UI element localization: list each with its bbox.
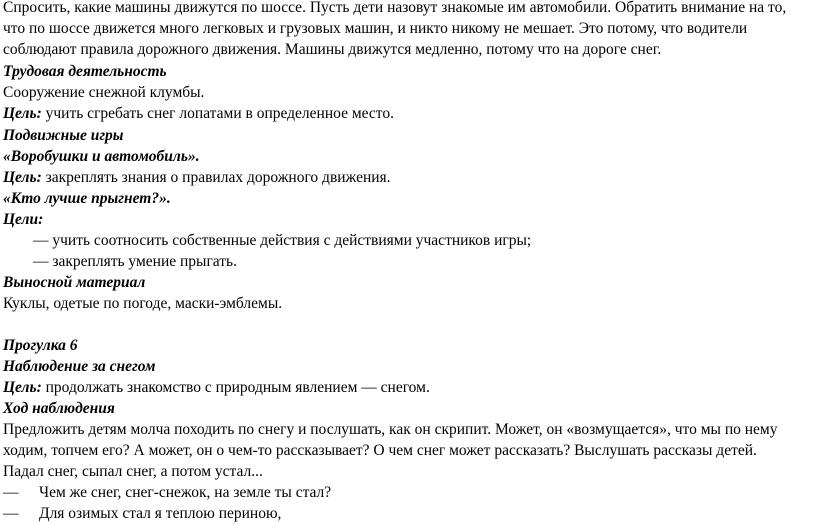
walk-title: Прогулка 6	[3, 337, 78, 354]
goal-item-1: — учить соотносить собственные действия с действиями участников игры;	[33, 232, 532, 249]
intro-line-3: соблюдают правила дорожного движения. Машины движутся медленно, потому что на дороге снег.	[3, 41, 662, 58]
game1-goal-text: закреплять знания о правилах дорожного движения.	[41, 169, 391, 186]
walk-goal	[3, 378, 430, 398]
game1-goal	[3, 168, 391, 188]
material-text: Куклы, одетые по погоде, маски-эмблемы.	[3, 295, 283, 312]
observation-heading: Наблюдение за снегом	[3, 358, 156, 375]
intro-line-2: что по шоссе движется много легковых и грузовых машин, и никто никому не мешает. Это потому, что водители	[3, 20, 748, 37]
walk-goal-text: продолжать знакомство с природным явлением — снегом.	[41, 379, 430, 396]
labor-goal-text: учить сгребать снег лопатами в определенное место.	[41, 105, 394, 122]
course-line-1: Предложить детям молча походить по снегу и послушать, как он скрипит. Может, он «возмущается», что мы по нему	[3, 421, 778, 438]
game1-goal-label: Цель:	[3, 169, 42, 186]
walk-goal-label: Цель:	[3, 379, 42, 396]
course-heading: Ход наблюдения	[3, 400, 115, 417]
poem-text: Для озимых стал я теплою периною,	[39, 505, 282, 522]
material-heading: Выносной материал	[3, 274, 146, 291]
poem-line-1	[3, 483, 331, 503]
games-heading: Подвижные игры	[3, 127, 124, 144]
labor-goal-label: Цель:	[3, 105, 42, 122]
poem-text: Чем же снег, снег-снежок, на земле ты стал?	[39, 484, 332, 501]
poem-dash: —	[3, 505, 19, 522]
goal-item-2: — закреплять умение прыгать.	[33, 253, 238, 270]
course-line-3: Падал снег, сыпал снег, а потом устал...	[3, 463, 263, 480]
labor-heading: Трудовая деятельность	[3, 63, 167, 80]
game1-title: «Воробушки и автомобиль».	[3, 148, 200, 165]
game2-title: «Кто лучше прыгнет?».	[3, 190, 171, 207]
labor-goal	[3, 104, 394, 124]
goals-label: Цели:	[3, 211, 44, 228]
poem-dash: —	[3, 484, 19, 501]
poem-line-2	[3, 504, 281, 524]
intro-line-1: Спросить, какие машины движутся по шоссе. Пусть дети назовут знакомые им автомобили. Обратить внимание на то,	[3, 0, 787, 16]
labor-text: Сооружение снежной клумбы.	[3, 84, 205, 101]
course-line-2: ходим, топчем его? А может, он о чем-то рассказывает? О чем снег может рассказать? Выслушать рассказы детей.	[3, 442, 757, 459]
